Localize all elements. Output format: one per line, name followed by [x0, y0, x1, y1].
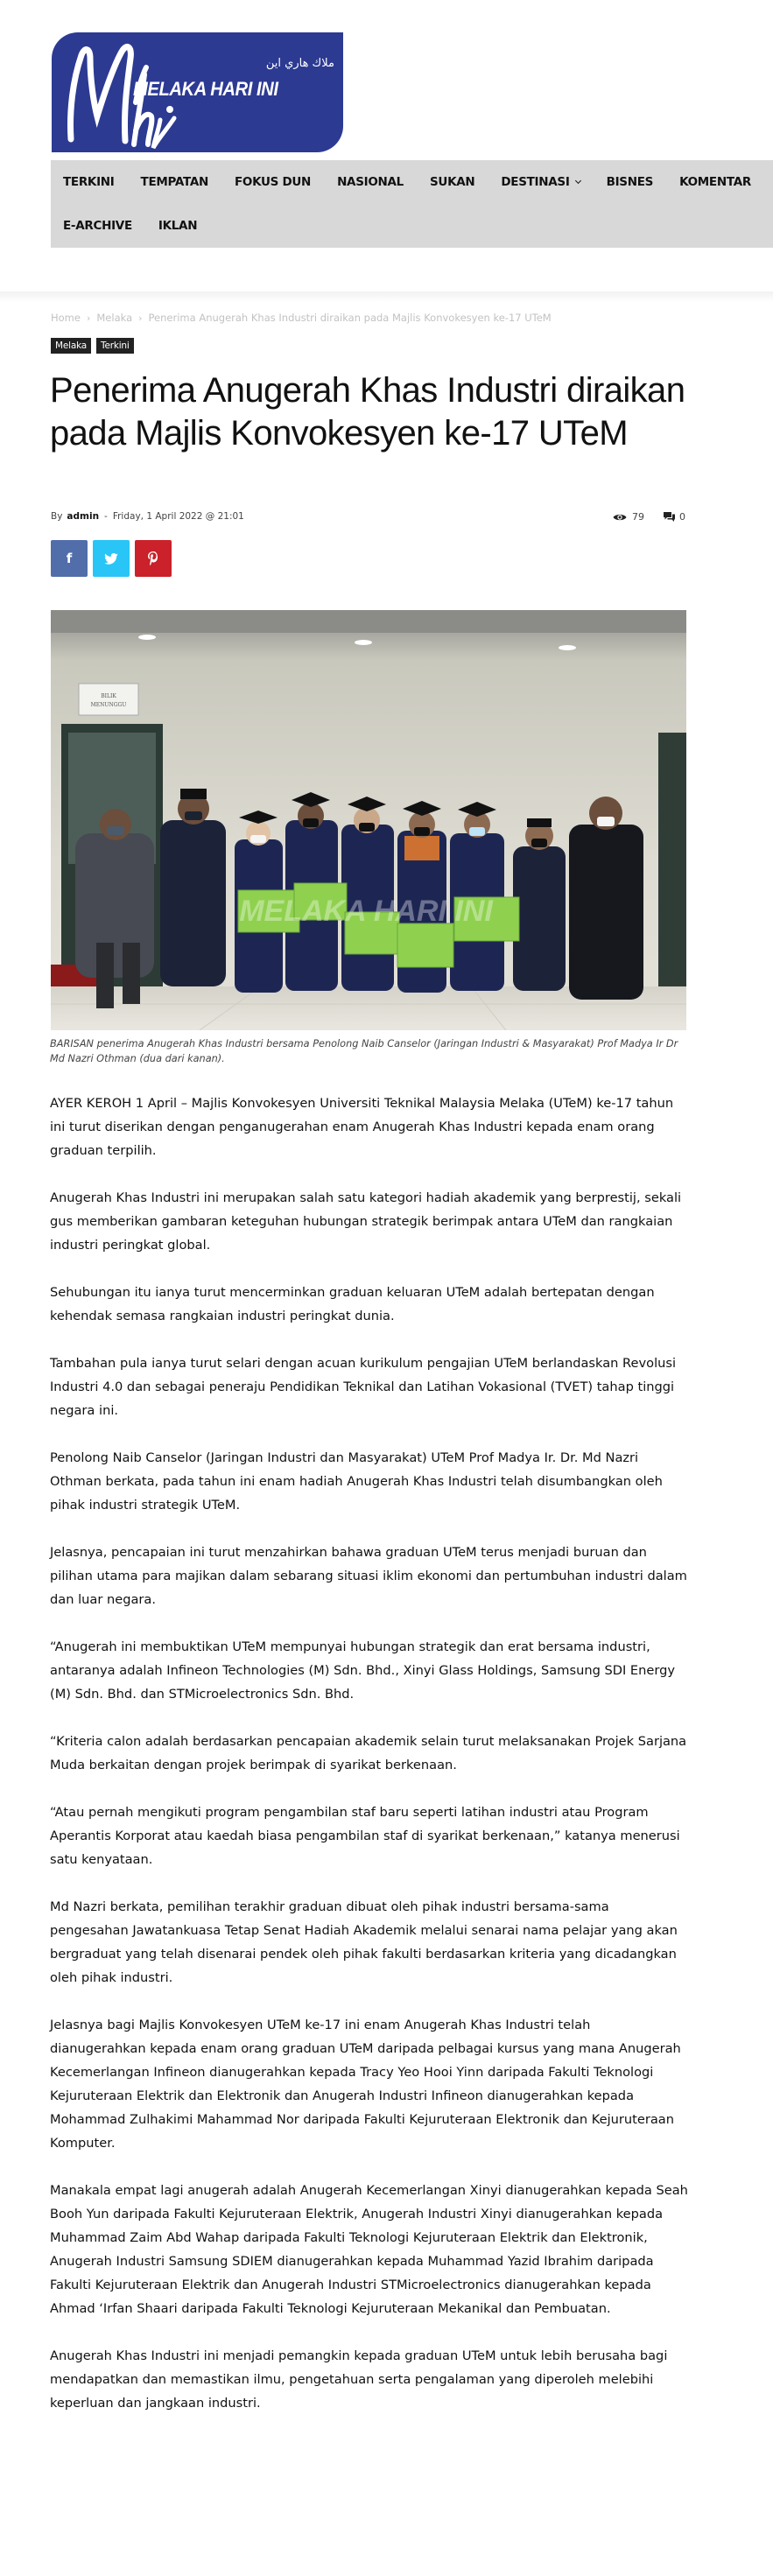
article-paragraph: AYER KEROH 1 April – Majlis Konvokesyen Universiti Teknikal Malaysia Melaka (UTeM) ke-17 tahun ini turut diserikan dengan penganugerahan enam Anugerah Khas Industri kepada enam orang graduan terpilih.: [50, 1096, 674, 1158]
header-divider: [0, 291, 773, 302]
nav-item-tempatan[interactable]: [141, 175, 208, 189]
article-paragraph: “Anugerah ini membuktikan UTeM mempunyai hubungan strategik dan erat bersama industri, antaranya adalah Infineon Technologies (M) Sdn. Bhd., Xinyi Glass Holdings, Samsung SDI Energy (M) Sdn. Bhd. dan STMicroelectronics Sdn. Bhd.: [50, 1639, 676, 1702]
nav-item-sukan[interactable]: [430, 175, 474, 189]
by-label: By: [51, 511, 63, 522]
facebook-icon: f: [66, 551, 73, 566]
nav-item-bisnes[interactable]: [607, 175, 653, 189]
share-buttons: [51, 540, 172, 577]
nav-item-label: IKLAN: [158, 219, 198, 233]
image-watermark: MELAKA HARI INI: [239, 895, 493, 928]
article-paragraph: Jelasnya bagi Majlis Konvokesyen UTeM ke-17 ini enam Anugerah Khas Industri telah dianugerahkan kepada enam orang graduan UTeM daripada pelbagai kursus yang mana Anugerah Kecemerlangan Infineon dianugerahkan kepada Tracy Yeo Hooi Yinn daripada Fakulti Teknologi Kejuruteraan Elektrik dan Elektronik dan Anugerah Industri Infineon dianugerahkan kepada Mohammad Zulhakimi Mahammad Nor daripada Fakulti Kejuruteraan Elektronik dan Kejuruteraan Komputer.: [50, 2018, 681, 2151]
nav-row-2: [63, 204, 223, 248]
main-nav: [51, 160, 773, 248]
article-paragraph: Penolong Naib Canselor (Jaringan Industri dan Masyarakat) UTeM Prof Madya Ir. Dr. Md Nazri Othman berkata, pada tahun ini enam hadiah Anugerah Khas Industri telah disumbangkan oleh pihak industri strategik UTeM.: [50, 1450, 663, 1513]
article-paragraph: Sehubungan itu ianya turut mencerminkan graduan keluaran UTeM adalah bertepatan dengan kehendak semasa rangkaian industri peringkat dunia.: [50, 1285, 655, 1323]
nav-item-label: E-ARCHIVE: [63, 219, 132, 233]
eye-icon: [613, 513, 627, 522]
logo-name-text: MELAKA HARI INI: [133, 78, 278, 100]
breadcrumb-melaka[interactable]: Melaka: [96, 312, 133, 324]
article-title: Penerima Anugerah Khas Industri diraikan pada Majlis Konvokesyen ke-17 UTeM: [50, 371, 685, 453]
chevron-down-icon: [575, 177, 581, 183]
site-logo[interactable]: [52, 32, 343, 152]
meta-dash: -: [104, 511, 108, 522]
share-pinterest-button[interactable]: [135, 540, 172, 577]
pinterest-icon: [148, 551, 158, 565]
view-count: 79: [632, 511, 644, 523]
twitter-icon: [104, 553, 118, 565]
breadcrumb-separator: ›: [86, 312, 91, 324]
author-link[interactable]: admin: [67, 511, 100, 522]
featured-image[interactable]: [51, 610, 686, 1030]
breadcrumb-separator: ›: [138, 312, 143, 324]
article-body: [50, 1091, 689, 2439]
breadcrumb-current: Penerima Anugerah Khas Industri diraikan pada Majlis Konvokesyen ke-17 UTeM: [148, 312, 552, 324]
nav-item-label: DESTINASI: [501, 175, 570, 189]
publish-date: Friday, 1 April 2022 @ 21:01: [112, 511, 244, 522]
article-stats: [613, 511, 685, 523]
nav-item-label: SUKAN: [429, 175, 475, 189]
article-paragraph: Manakala empat lagi anugerah adalah Anugerah Kecemerlangan Xinyi dianugerahkan kepada Seah Booh Yun daripada Fakulti Kejuruteraan Elektrik, Anugerah Industri Xinyi dianugerahkan kepada Muhammad Zaim Abd Wahap daripada Fakulti Teknologi Kejuruteraan Elektrik dan Elektronik, Anugerah Industri Samsung SDIEM dianugerahkan kepada Muhammad Yazid Ibrahim daripada Fakulti Kejuruteraan Elektrik dan Anugerah Industri STMicroelectronics dianugerahkan kepada Ahmad ‘Irfan Shaari daripada Fakulti Teknologi Kejuruteraan Mekanikal dan Pembuatan.: [50, 2183, 688, 2316]
nav-item-fokus-dun[interactable]: [235, 175, 311, 189]
breadcrumb-home[interactable]: Home: [51, 312, 81, 324]
article-meta: [51, 511, 244, 522]
nav-item-iklan[interactable]: [158, 219, 197, 233]
article-paragraph: Tambahan pula ianya turut selari dengan acuan kurikulum pengajian UTeM berlandaskan Revolusi Industri 4.0 dan sebagai peneraju Pendidikan Teknikal dan Latihan Vokasional (TVET) tahap tinggi negara ini.: [50, 1356, 677, 1418]
logo-arabic-text: ملاك هاري اين: [265, 57, 334, 70]
category-tags: [51, 338, 134, 354]
article-paragraph: Anugerah Khas Industri ini menjadi pemangkin kepada graduan UTeM untuk lebih berusaha bagi mendapatkan dan memastikan ilmu, pengetahuan serta pengalaman yang diperoleh melebihi keperluan dan jangkaan industri.: [50, 2348, 668, 2411]
nav-item-label: KOMENTAR: [679, 175, 751, 189]
article-paragraph: Md Nazri berkata, pemilihan terakhir graduan dibuat oleh pihak industri bersama-sama pengesahan Jawatankuasa Tetap Senat Hadiah Akademik melalui senarai nama pelajar yang akan bergraduat yang telah disenarai pendek oleh pihak fakulti berdasarkan kriteria yang dicadangkan oleh pihak industri.: [50, 1899, 678, 1985]
breadcrumb: [51, 312, 552, 324]
nav-item-label: TEMPATAN: [140, 175, 208, 189]
share-twitter-button[interactable]: [93, 540, 130, 577]
nav-item-nasional[interactable]: [337, 175, 404, 189]
image-caption: BARISAN penerima Anugerah Khas Industri bersama Penolong Naib Canselor (Jaringan Industri & Masyarakat) Prof Madya Ir Dr Md Nazri Othman (dua dari kanan).: [50, 1038, 678, 1064]
nav-item-label: BISNES: [606, 175, 654, 189]
tag-melaka[interactable]: Melaka: [51, 338, 91, 354]
article-paragraph: Anugerah Khas Industri ini merupakan salah satu kategori hadiah akademik yang berprestij, sekali gus memberikan gambaran keteguhan hubungan strategik berimpak antara UTeM dan rangkaian industri peringkat global.: [50, 1190, 682, 1253]
nav-item-e-archive[interactable]: [63, 219, 132, 233]
wall-sign-text: BILIK: [101, 693, 116, 699]
nav-item-label: NASIONAL: [337, 175, 404, 189]
group-photo-image: [51, 610, 686, 1030]
comment-icon[interactable]: [664, 512, 675, 522]
share-facebook-button[interactable]: [51, 540, 88, 577]
nav-item-destinasi[interactable]: [501, 175, 580, 189]
comment-count[interactable]: 0: [679, 511, 685, 523]
tag-terkini[interactable]: Terkini: [96, 338, 134, 354]
article-paragraph: “Kriteria calon adalah berdasarkan pencapaian akademik selain turut melaksanakan Projek Sarjana Muda berkaitan dengan projek berimpak di syarikat berkenaan.: [50, 1734, 687, 1772]
nav-item-komentar[interactable]: [679, 175, 751, 189]
nav-item-label: TERKINI: [63, 175, 115, 189]
nav-item-terkini[interactable]: [63, 175, 115, 189]
svg-text:MENUNGGU: MENUNGGU: [90, 702, 127, 708]
nav-item-label: FOKUS DUN: [234, 175, 312, 189]
article-paragraph: “Atau pernah mengikuti program pengambilan staf baru seperti latihan industri atau Program Aperantis Korporat atau kaedah biasa pengambilan staf di syarikat berkenaan,” katanya menerusi satu kenyataan.: [50, 1805, 680, 1867]
article-paragraph: Jelasnya, pencapaian ini turut menzahirkan bahawa graduan UTeM terus menjadi buruan dan pilihan utama para majikan dalam sebarang situasi iklim ekonomi dan pertumbuhan industri dalam dan luar negara.: [50, 1545, 687, 1607]
nav-row-1: [63, 160, 773, 204]
